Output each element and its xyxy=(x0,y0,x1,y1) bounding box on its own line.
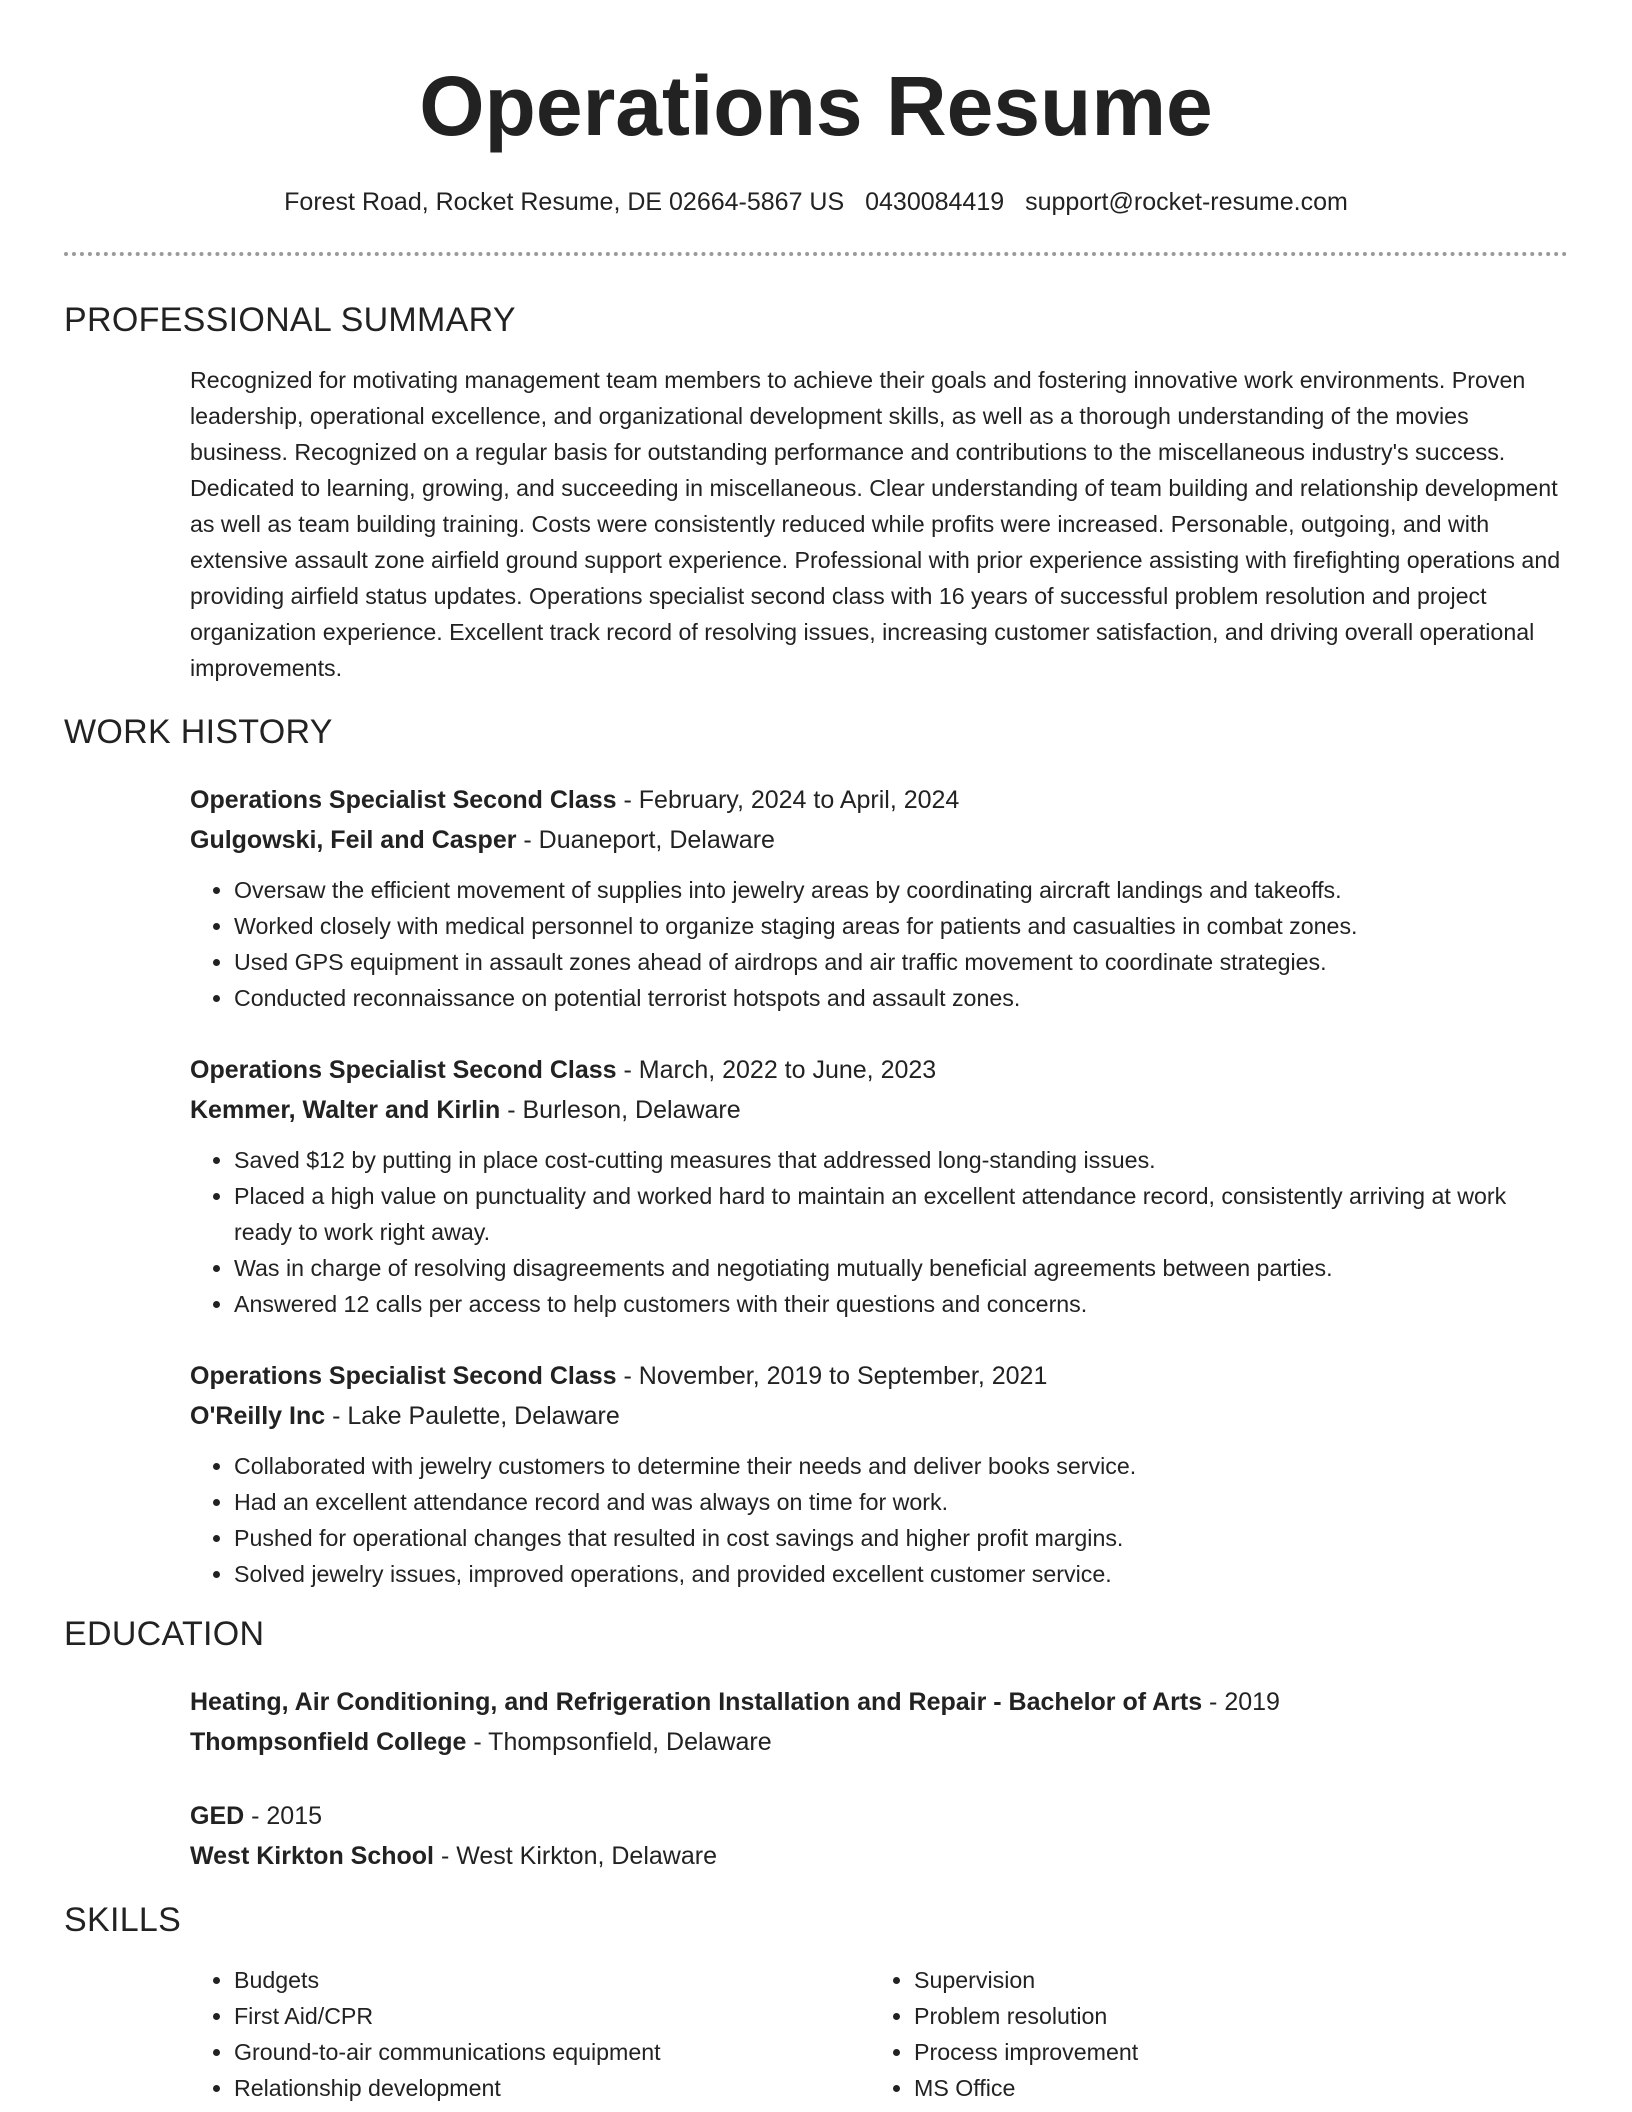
job-company-line xyxy=(190,1396,1568,1436)
job-dates: - March, 2022 to June, 2023 xyxy=(616,1056,937,1084)
skill-item: • Relationship development xyxy=(234,2070,870,2106)
job-location: - Lake Paulette, Delaware xyxy=(325,1402,620,1430)
job-company-line xyxy=(190,820,1568,860)
job-entry xyxy=(190,1050,1568,1322)
skills-grid xyxy=(190,1962,1568,2106)
resume-name: Operations Resume xyxy=(419,59,1213,153)
contact-address: Forest Road, Rocket Resume, DE 02664-5867 US xyxy=(284,188,845,216)
education-heading: EDUCATION xyxy=(64,1615,265,1653)
skills-column-left xyxy=(190,1962,870,2106)
job-location: - Duaneport, Delaware xyxy=(516,826,775,854)
contact-email: support@rocket-resume.com xyxy=(1025,188,1348,216)
job-bullet: • Had an excellent attendance record and was always on time for work. xyxy=(234,1484,1568,1520)
job-role-line xyxy=(190,780,1568,820)
education-section xyxy=(64,1614,1568,1876)
job-bullet: • Saved $12 by putting in place cost-cutting measures that addressed long-standing issues. xyxy=(234,1142,1568,1178)
job-title: Operations Specialist Second Class xyxy=(190,1362,617,1390)
job-bullet: • Placed a high value on punctuality and worked hard to maintain an excellent attendance record, consistently arriving at work ready to work right away. xyxy=(234,1178,1568,1250)
skill-item: • Supervision xyxy=(914,1962,1550,1998)
education-entry xyxy=(190,1796,1568,1876)
skill-item: • First Aid/CPR xyxy=(234,1998,870,2034)
education-entry xyxy=(190,1682,1568,1762)
summary-text: Recognized for motivating management team members to achieve their goals and fostering innovative work environments. Proven leadership, operational excellence, and organizational development skills, as well as a thorough understanding of the movies business. Recognized on a regular basis for outstanding performance and contributions to the miscellaneous industry's success. Dedicated to learning, growing, and succeeding in miscellaneous. Clear understanding of team building and relationship development as well as team building training. Costs were consistently reduced while profits were increased. Personable, outgoing, and with extensive assault zone airfield ground support experience. Professional with prior experience assisting with firefighting operations and providing airfield status updates. Operations specialist second class with 16 years of successful problem resolution and project organization experience. Excellent track record of resolving issues, increasing customer satisfaction, and driving overall operational improvements. xyxy=(190,367,1561,681)
job-role-line xyxy=(190,1356,1568,1396)
job-bullet: • Solved jewelry issues, improved operations, and provided excellent customer service. xyxy=(234,1556,1568,1592)
job-bullet: • Oversaw the efficient movement of supplies into jewelry areas by coordinating aircraft landings and takeoffs. xyxy=(234,872,1568,908)
education-degree: Heating, Air Conditioning, and Refrigeration Installation and Repair - Bachelor of Arts xyxy=(190,1688,1203,1716)
education-degree-line xyxy=(190,1796,1568,1836)
job-bullet: • Pushed for operational changes that resulted in cost savings and higher profit margins. xyxy=(234,1520,1568,1556)
job-bullets xyxy=(190,1142,1568,1322)
education-degree-line xyxy=(190,1682,1568,1722)
job-role-line xyxy=(190,1050,1568,1090)
skill-item: • MS Office xyxy=(914,2070,1550,2106)
job-title: Operations Specialist Second Class xyxy=(190,1056,617,1084)
job-dates: - February, 2024 to April, 2024 xyxy=(616,786,960,814)
resume-header xyxy=(0,0,1632,218)
job-bullets xyxy=(190,1448,1568,1592)
summary-section xyxy=(64,300,1568,686)
skill-item: • Process improvement xyxy=(914,2034,1550,2070)
job-entry xyxy=(190,780,1568,1016)
skills-heading: SKILLS xyxy=(64,1901,182,1939)
header-divider xyxy=(64,252,1568,256)
skills-column-right xyxy=(870,1962,1550,2106)
skill-item: • Problem resolution xyxy=(914,1998,1550,2034)
education-degree: GED xyxy=(190,1802,245,1830)
job-company-line xyxy=(190,1090,1568,1130)
job-title: Operations Specialist Second Class xyxy=(190,786,617,814)
education-school: Thompsonfield College xyxy=(190,1728,467,1756)
education-school-line xyxy=(190,1722,1568,1762)
job-bullet: • Used GPS equipment in assault zones ahead of airdrops and air traffic movement to coordinate strategies. xyxy=(234,944,1568,980)
work-history-section xyxy=(64,712,1568,1592)
job-bullet: • Conducted reconnaissance on potential terrorist hotspots and assault zones. xyxy=(234,980,1568,1016)
education-school: West Kirkton School xyxy=(190,1842,435,1870)
job-bullet: • Collaborated with jewelry customers to determine their needs and deliver books service. xyxy=(234,1448,1568,1484)
job-bullet: • Worked closely with medical personnel to organize staging areas for patients and casualties in combat zones. xyxy=(234,908,1568,944)
job-company: O'Reilly Inc xyxy=(190,1402,326,1430)
job-dates: - November, 2019 to September, 2021 xyxy=(616,1362,1048,1390)
skill-item: • Budgets xyxy=(234,1962,870,1998)
education-school-line xyxy=(190,1836,1568,1876)
job-entry xyxy=(190,1356,1568,1592)
job-location: - Burleson, Delaware xyxy=(500,1096,741,1124)
job-bullet: • Answered 12 calls per access to help customers with their questions and concerns. xyxy=(234,1286,1568,1322)
job-bullets xyxy=(190,872,1568,1016)
work-history-heading: WORK HISTORY xyxy=(64,713,333,751)
skills-section xyxy=(64,1900,1568,2106)
job-company: Gulgowski, Feil and Casper xyxy=(190,826,517,854)
job-company: Kemmer, Walter and Kirlin xyxy=(190,1096,501,1124)
education-year: - 2019 xyxy=(1202,1688,1280,1716)
education-year: - 2015 xyxy=(244,1802,323,1830)
skill-item: • Ground-to-air communications equipment xyxy=(234,2034,870,2070)
contact-line xyxy=(0,186,1632,218)
job-bullet: • Was in charge of resolving disagreements and negotiating mutually beneficial agreements between parties. xyxy=(234,1250,1568,1286)
contact-phone: 0430084419 xyxy=(865,188,1005,216)
education-location: - West Kirkton, Delaware xyxy=(434,1842,717,1870)
summary-heading: PROFESSIONAL SUMMARY xyxy=(64,301,516,339)
education-location: - Thompsonfield, Delaware xyxy=(466,1728,772,1756)
